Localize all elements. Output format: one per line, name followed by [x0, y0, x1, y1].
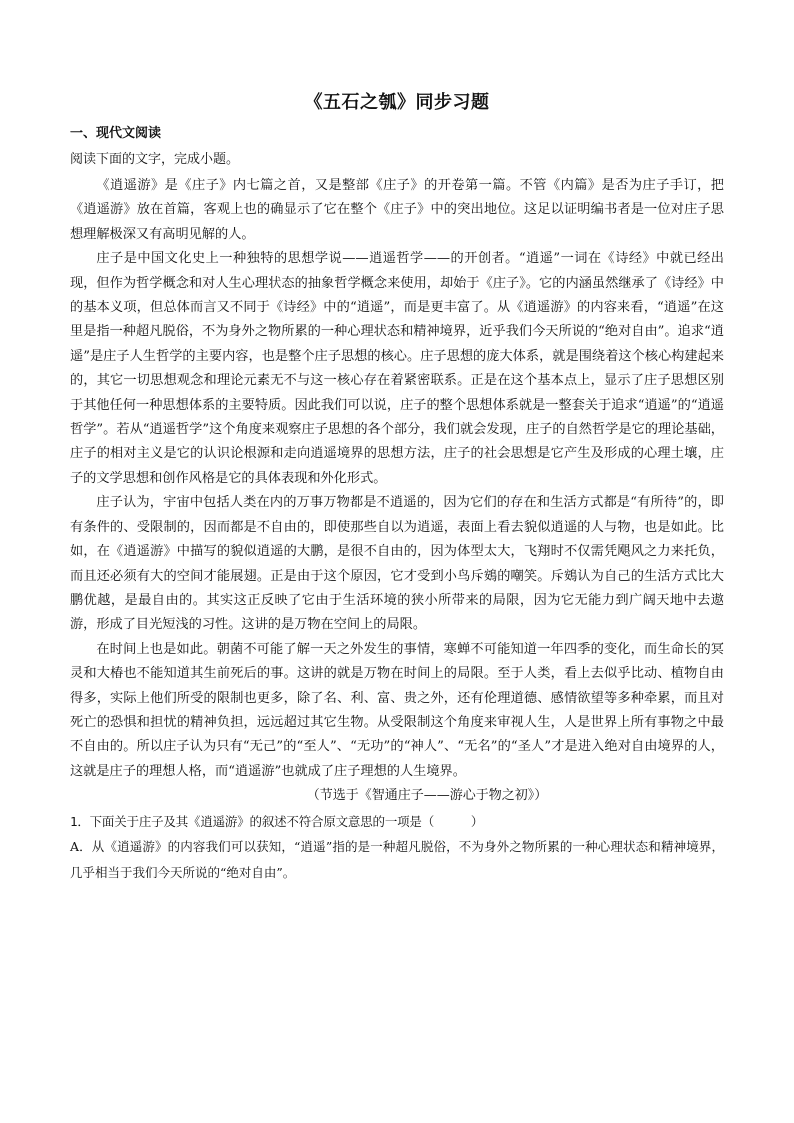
document-title: 《五石之瓠》同步习题	[304, 92, 490, 113]
passage-paragraph-1: 《逍遥游》是《庄子》内七篇之首，又是整部《庄子》的开卷第一篇。不管《内篇》是否为庄子手订，把《逍遥游》放在首篇，客观上也的确显示了它在整个《庄子》中的突出地位。这足以证明编书者是一位对庄子思想理解极深又有高明见解的人。	[70, 178, 724, 242]
reading-instruction: 阅读下面的文字，完成小题。	[70, 152, 240, 167]
question-1-option-a[interactable]: A．从《逍遥游》的内容我们可以获知，“逍遥”指的是一种超凡脱俗，不为身外之物所累的一种心理状态和精神境界，几乎相当于我们今天所说的“绝对自由”。	[70, 839, 724, 881]
passage-paragraph-4: 在时间上也是如此。朝菌不可能了解一天之外发生的事情，寒蝉不可能知道一年四季的变化，而生命长的冥灵和大椿也不能知道其生前死后的事。这讲的就是万物在时间上的局限。至于人类，看上去似乎比动、植物自由得多，实际上他们所受的限制也更多，除了名、利、富、贵之外，还有伦理道德、感情欲望等多种牵累，而且对死亡的恐惧和担忧的精神负担，远远超过其它生物。从受限制这个角度来审视人生，人是世界上所有事物之中最不自由的。所以庄子认为只有“无己”的“至人”、“无功”的“神人”、“无名”的“圣人”才是进入绝对自由境界的人，这就是庄子的理想人格，而“逍遥游”也就成了庄子理想的人生境界。	[70, 641, 724, 779]
section-title: 一、现代文阅读	[70, 126, 162, 141]
question-1-stem: 1．下面关于庄子及其《逍遥游》的叙述不符合原文意思的一项是（ ）	[70, 814, 484, 830]
passage-source: （节选于《智通庄子——游心于物之初》）	[306, 788, 548, 804]
document-page	[70, 88, 724, 886]
passage-paragraph-2: 庄子是中国文化史上一种独特的思想学说——逍遥哲学——的开创者。“逍遥”一词在《诗经》中就已经出现，但作为哲学概念和对人生心理状态的抽象哲学概念来使用，却始于《庄子》。它的内涵虽然继承了《诗经》中的基本义项，但总体而言又不同于《诗经》中的“逍遥”，而是更丰富了。从《逍遥游》的内容来看，“逍遥”在这里是指一种超凡脱俗，不为身外之物所累的一种心理状态和精神境界，近乎我们今天所说的“绝对自由”。追求“逍遥”是庄子人生哲学的主要内容，也是整个庄子思想的核心。庄子思想的庞大体系，就是围绕着这个核心构建起来的，其它一切思想观念和理论元素无不与这一核心存在着紧密联系。正是在这个基本点上，显示了庄子思想区别于其他任何一种思想体系的主要特质。因此我们可以说，庄子的整个思想体系就是一整套关于追求“逍遥”的“逍遥哲学”。若从“逍遥哲学”这个角度来观察庄子思想的各个部分，我们就会发现，庄子的自然哲学是它的理论基础，庄子的相对主义是它的认识论根源和走向逍遥境界的思想方法，庄子的社会思想是它产生及形成的心理土壤，庄子的文学思想和创作风格是它的具体表现和外化形式。	[70, 251, 724, 486]
passage-paragraph-3: 庄子认为，宇宙中包括人类在内的万事万物都是不逍遥的，因为它们的存在和生活方式都是“有所待”的，即有条件的、受限制的，因而都是不自由的，即使那些自以为逍遥，表面上看去貌似逍遥的人与物，也是如此。比如，在《逍遥游》中描写的貌似逍遥的大鹏，是很不自由的，因为体型太大，飞翔时不仅需凭飓风之力来托负，而且还必须有大的空间才能展翅。正是由于这个原因，它才受到小鸟斥鴳的嘲笑。斥鴳认为自己的生活方式比大鹏优越，是最自由的。其实这正反映了它由于生活环境的狭小所带来的局限，因为它无能力到广阔天地中去遨游，形成了目光短浅的习性。这讲的是万物在空间上的局限。	[70, 495, 724, 633]
